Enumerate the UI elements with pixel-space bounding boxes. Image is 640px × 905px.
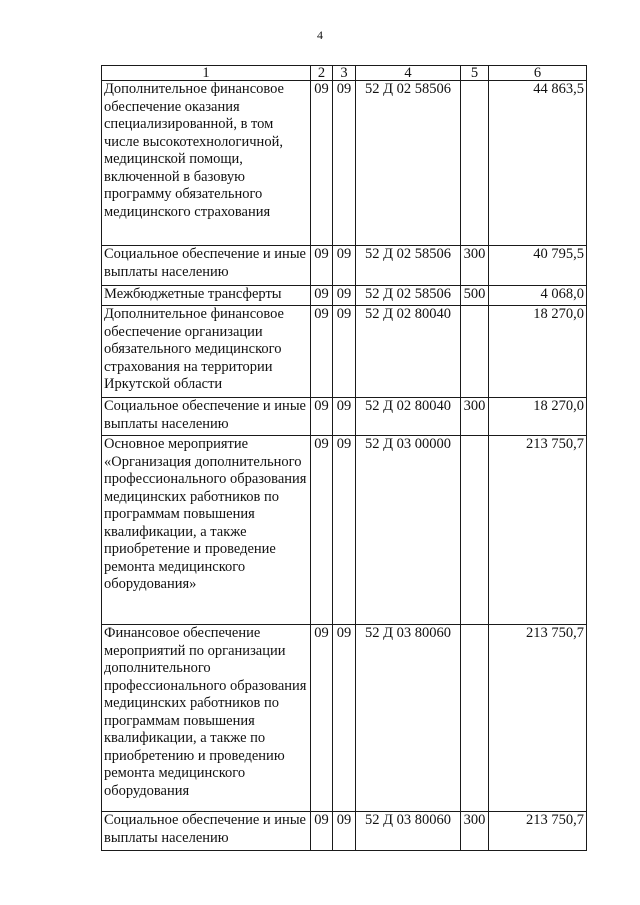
row-amount: 213 750,7: [489, 812, 587, 851]
row-name: Социальное обеспечение и иные выплаты населению: [102, 812, 311, 851]
header-cell-2: 2: [311, 66, 333, 81]
table-row: [102, 246, 587, 286]
row-col2: 09: [311, 286, 333, 306]
row-code: 52 Д 03 80060: [356, 812, 461, 851]
header-cell-3: 3: [333, 66, 356, 81]
header-cell-1: 1: [102, 66, 311, 81]
row-name: Дополнительное финансовое обеспечение организации обязательного медицинского страхования на территории Иркутской области: [102, 306, 311, 398]
row-type: [461, 306, 489, 398]
row-col3: 09: [333, 812, 356, 851]
row-col2: 09: [311, 246, 333, 286]
row-amount: 18 270,0: [489, 306, 587, 398]
row-col3: 09: [333, 436, 356, 625]
table-row: [102, 286, 587, 306]
row-col3: 09: [333, 625, 356, 812]
row-amount: 213 750,7: [489, 625, 587, 812]
row-col2: 09: [311, 436, 333, 625]
header-cell-4: 4: [356, 66, 461, 81]
row-col3: 09: [333, 398, 356, 436]
row-col2: 09: [311, 81, 333, 246]
row-amount: 213 750,7: [489, 436, 587, 625]
row-code: 52 Д 02 80040: [356, 306, 461, 398]
row-code: 52 Д 03 00000: [356, 436, 461, 625]
row-col2: 09: [311, 625, 333, 812]
row-col2: 09: [311, 398, 333, 436]
table-row: [102, 81, 587, 246]
row-col3: 09: [333, 246, 356, 286]
row-name: Межбюджетные трансферты: [102, 286, 311, 306]
row-col2: 09: [311, 306, 333, 398]
row-col2: 09: [311, 812, 333, 851]
row-col3: 09: [333, 286, 356, 306]
header-cell-6: 6: [489, 66, 587, 81]
row-name: Социальное обеспечение и иные выплаты населению: [102, 398, 311, 436]
table-row: [102, 812, 587, 851]
row-type: [461, 436, 489, 625]
table-row: [102, 625, 587, 812]
row-name: Дополнительное финансовое обеспечение оказания специализированной, в том числе высокотехнологичной, медицинской помощи, включенной в базовую программу обязательного медицинского страхования: [102, 81, 311, 246]
row-code: 52 Д 02 58506: [356, 246, 461, 286]
table-row: [102, 398, 587, 436]
row-type: 300: [461, 398, 489, 436]
row-amount: 44 863,5: [489, 81, 587, 246]
row-code: 52 Д 02 80040: [356, 398, 461, 436]
header-cell-5: 5: [461, 66, 489, 81]
row-amount: 40 795,5: [489, 246, 587, 286]
row-type: 500: [461, 286, 489, 306]
row-name: Финансовое обеспечение мероприятий по организации дополнительного профессионального образования медицинских работников по программам повышения квалификации, а также по приобретению и проведению ремонта медицинского оборудования: [102, 625, 311, 812]
row-amount: 4 068,0: [489, 286, 587, 306]
row-name: Основное мероприятие «Организация дополнительного профессионального образования медицинских работников по программам повышения квалификации, а также приобретение и проведение ремонта медицинского оборудования»: [102, 436, 311, 625]
row-amount: 18 270,0: [489, 398, 587, 436]
row-col3: 09: [333, 306, 356, 398]
table-row: [102, 436, 587, 625]
row-type: [461, 625, 489, 812]
row-type: 300: [461, 812, 489, 851]
row-code: 52 Д 03 80060: [356, 625, 461, 812]
row-col3: 09: [333, 81, 356, 246]
row-name: Социальное обеспечение и иные выплаты населению: [102, 246, 311, 286]
row-code: 52 Д 02 58506: [356, 81, 461, 246]
row-type: [461, 81, 489, 246]
row-type: 300: [461, 246, 489, 286]
budget-table: [101, 65, 587, 851]
table-row: [102, 306, 587, 398]
row-code: 52 Д 02 58506: [356, 286, 461, 306]
header-row: [102, 66, 587, 81]
page-number: 4: [317, 28, 323, 42]
